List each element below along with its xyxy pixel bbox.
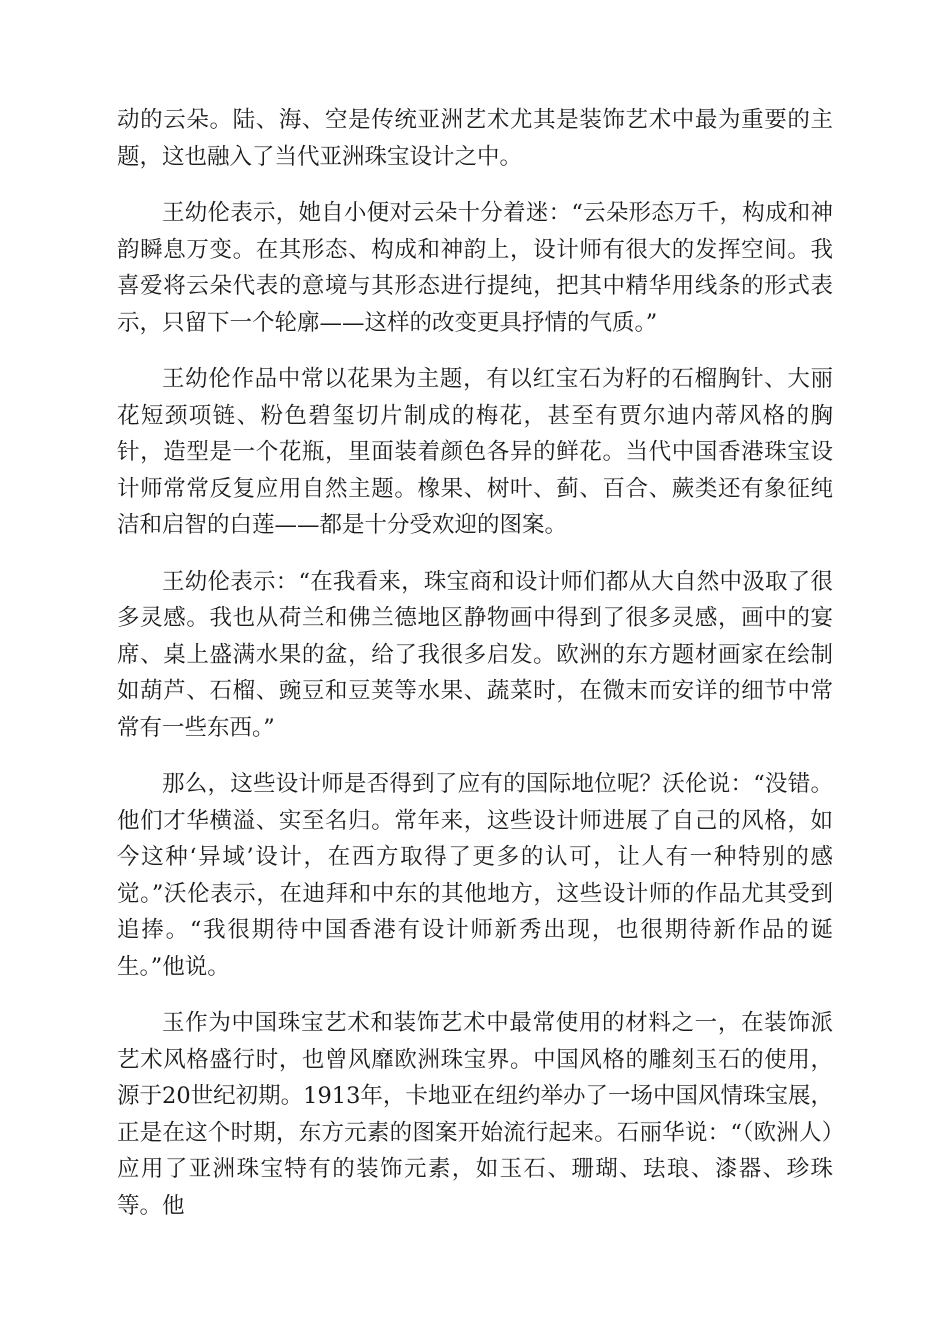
paragraph-6: 玉作为中国珠宝艺术和装饰艺术中最常使用的材料之一，在装饰派艺术风格盛行时，也曾风靡欧洲珠宝界。中国风格的雕刻玉石的使用，源于20世纪初期。1913年，卡地亚在纽约举办了一场中国风情珠宝展，正是在这个时期，东方元素的图案开始流行起来。石丽华说：“（欧洲人）应用了亚洲珠宝特有的装饰元素，如玉石、珊瑚、珐琅、漆器、珍珠等。他 (117, 1010, 833, 1219)
paragraph-2: 王幼伦表示，她自小便对云朵十分着迷：“云朵形态万千，构成和神韵瞬息万变。在其形态、构成和神韵上，设计师有很大的发挥空间。我喜爱将云朵代表的意境与其形态进行提纯，把其中精华用线条的形式表示，只留下一个轮廓——这样的改变更具抒情的气质。” (117, 200, 833, 336)
paragraph-3: 王幼伦作品中常以花果为主题，有以红宝石为籽的石榴胸针、大丽花短颈项链、粉色碧玺切片制成的梅花，甚至有贾尔迪内蒂风格的胸针，造型是一个花瓶，里面装着颜色各异的鲜花。当代中国香港珠宝设计师常常反复应用自然主题。橡果、树叶、蓟、百合、蕨类还有象征纯洁和启智的白莲——都是十分受欢迎的图案。 (117, 366, 833, 538)
paragraph-1: 动的云朵。陆、海、空是传统亚洲艺术尤其是装饰艺术中最为重要的主题，这也融入了当代亚洲珠宝设计之中。 (117, 107, 833, 170)
paragraph-4: 王幼伦表示：“在我看来，珠宝商和设计师们都从大自然中汲取了很多灵感。我也从荷兰和佛兰德地区静物画中得到了很多灵感，画中的宴席、桌上盛满水果的盆，给了我很多启发。欧洲的东方题材画家在绘制如葫芦、石榴、豌豆和豆荚等水果、蔬菜时，在微末而安详的细节中常常有一些东西。” (117, 568, 833, 741)
paragraph-5: 那么，这些设计师是否得到了应有的国际地位呢？沃伦说：“没错。他们才华横溢、实至名归。常年来，这些设计师进展了自己的风格，如今这种‘异域’设计，在西方取得了更多的认可，让人有一种特别的感觉。”沃伦表示，在迪拜和中东的其他地方，这些设计师的作品尤其受到追捧。“我很期待中国香港有设计师新秀出现，也很期待新作品的诞生。”他说。 (117, 771, 833, 980)
article-body (117, 102, 833, 1244)
